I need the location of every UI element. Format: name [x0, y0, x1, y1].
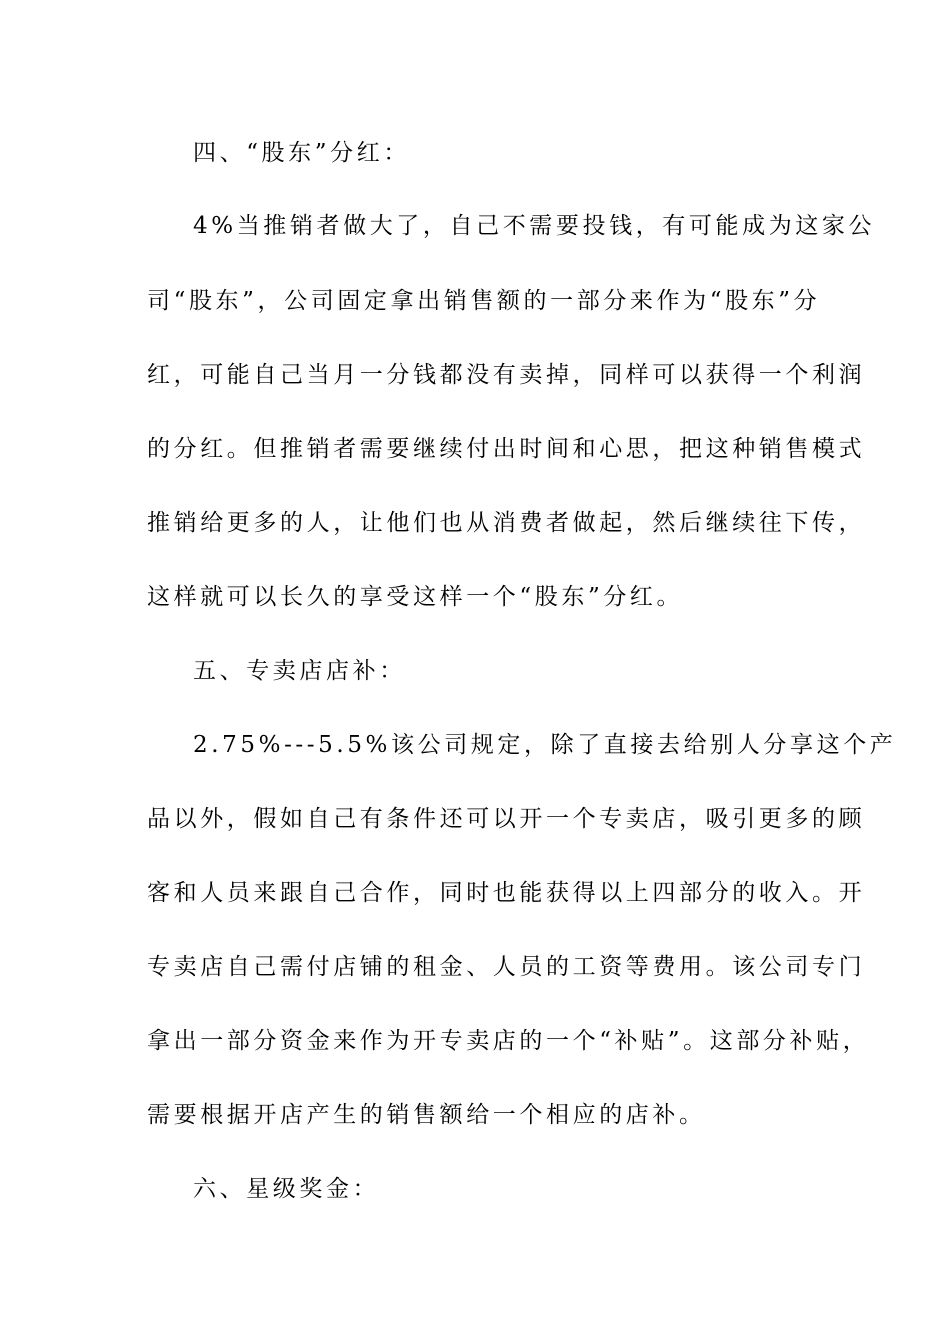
paragraph-line: 这样就可以长久的享受这样一个“股东”分红。	[147, 584, 684, 610]
paragraph-line: 专卖店自己需付店铺的租金、人员的工资等费用。该公司专门	[147, 954, 866, 980]
paragraph-line: 需要根据开店产生的销售额给一个相应的店补。	[147, 1102, 706, 1128]
paragraph-line: 司“股东”，公司固定拿出销售额的一部分来作为“股东”分	[147, 288, 821, 314]
section-heading-star-bonus: 六、星级奖金：	[193, 1176, 380, 1202]
paragraph-line: 红，可能自己当月一分钱都没有卖掉，同样可以获得一个利润	[147, 362, 866, 388]
paragraph-line: 客和人员来跟自己合作，同时也能获得以上四部分的收入。开	[147, 880, 866, 906]
section-heading-store-subsidy: 五、专卖店店补：	[193, 658, 406, 684]
section-heading-dividend: 四、“股东”分红：	[193, 140, 410, 166]
paragraph-line: 2.75%---5.5%该公司规定，除了直接去给别人分享这个产	[193, 732, 897, 758]
paragraph-line: 4%当推销者做大了，自己不需要投钱，有可能成为这家公	[193, 213, 876, 239]
paragraph-line: 品以外，假如自己有条件还可以开一个专卖店，吸引更多的顾	[147, 806, 866, 832]
paragraph-line: 拿出一部分资金来作为开专卖店的一个“补贴”。这部分补贴，	[147, 1028, 870, 1054]
paragraph-line: 的分红。但推销者需要继续付出时间和心思，把这种销售模式	[147, 436, 866, 462]
paragraph-line: 推销给更多的人，让他们也从消费者做起，然后继续往下传，	[147, 510, 866, 536]
